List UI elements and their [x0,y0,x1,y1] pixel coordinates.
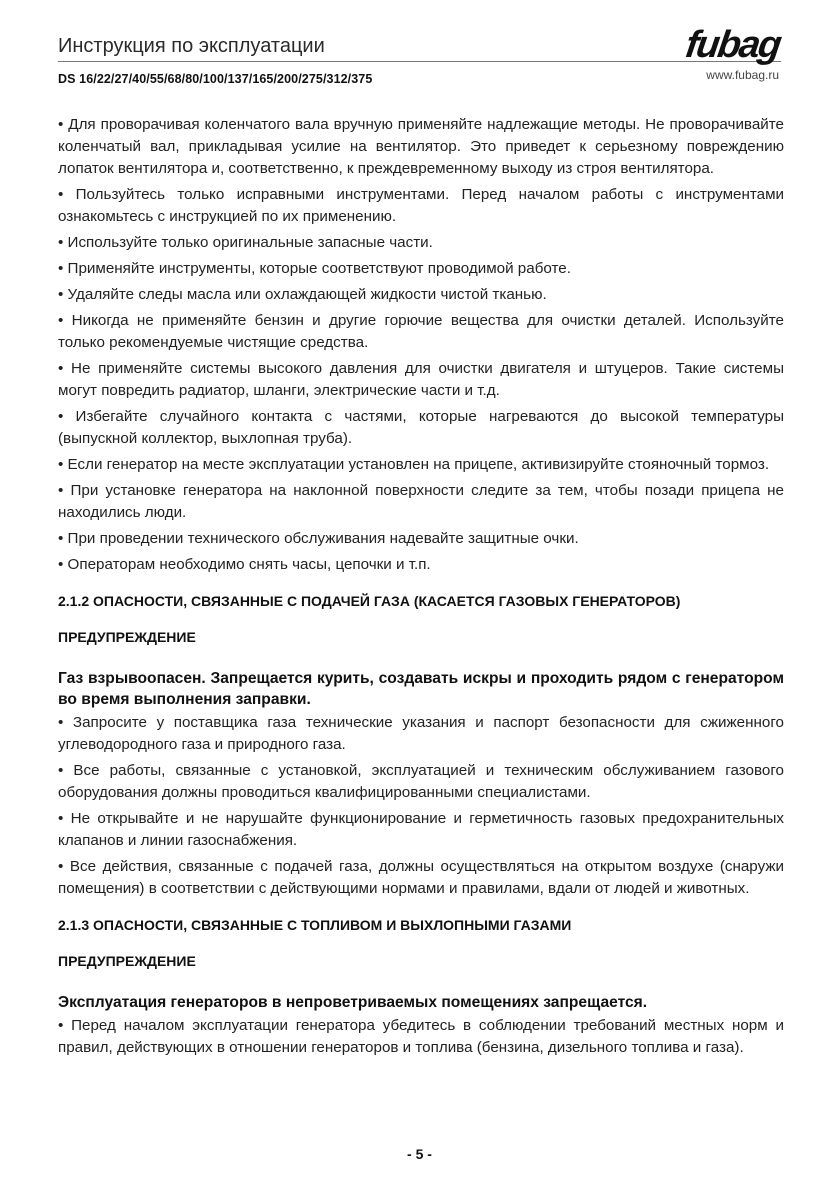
list-item: • Не открывайте и не нарушайте функционирование и герметичность газовых предохранительных клапанов и линии газоснабжения. [58,808,784,852]
list-item: • Операторам необходимо снять часы, цепочки и т.п. [58,554,784,576]
bullet-list-gas [58,712,784,900]
list-item: • При установке генератора на наклонной поверхности следите за тем, чтобы позади прицепа не находились люди. [58,480,784,524]
section-heading-gas: 2.1.2 ОПАСНОСТИ, СВЯЗАННЫЕ С ПОДАЧЕЙ ГАЗА (КАСАЕТСЯ ГАЗОВЫХ ГЕНЕРАТОРОВ) [58,593,681,609]
website-url: www.fubag.ru [706,68,779,82]
header-rule [58,61,781,62]
warning-label: ПРЕДУПРЕЖДЕНИЕ [58,953,196,969]
list-item: • Удаляйте следы масла или охлаждающей жидкости чистой тканью. [58,284,784,306]
list-item: • Не применяйте системы высокого давления для очистки двигателя и штуцеров. Такие системы могут повредить радиатор, шланги, электрические части и т.д. [58,358,784,402]
bullet-list-maintenance [58,114,784,576]
list-item: • Перед началом эксплуатации генератора убедитесь в соблюдении требований местных норм и правил, действующих в отношении генераторов и топлива (бензина, дизельного топлива и газа). [58,1015,784,1059]
list-item: • Запросите у поставщика газа технические указания и паспорт безопасности для сжиженного углеводородного газа и природного газа. [58,712,784,756]
list-item: • Все действия, связанные с подачей газа, должны осуществляться на открытом воздухе (снаружи помещения) в соответствии с действующими нормами и правилами, вдали от людей и животных. [58,856,784,900]
list-item: • Используйте только оригинальные запасные части. [58,232,784,254]
brand-logo: fubag [682,24,783,66]
warning-text: Газ взрывоопасен. Запрещается курить, создавать искры и проходить рядом с генератором во время выполнения заправки. [58,670,784,708]
list-item: • Пользуйтесь только исправными инструментами. Перед началом работы с инструментами ознакомьтесь с инструкцией по их применению. [58,184,784,228]
page-number: - 5 - [407,1146,432,1162]
list-item: • Все работы, связанные с установкой, эксплуатацией и техническим обслуживанием газового оборудования должны проводиться квалифицированными специалистами. [58,760,784,804]
list-item: • Никогда не применяйте бензин и другие горючие вещества для очистки деталей. Используйте только рекомендуемые чистящие средства. [58,310,784,354]
page-content [58,114,784,1063]
warning-text: Эксплуатация генераторов в непроветриваемых помещениях запрещается. [58,994,648,1011]
list-item: • При проведении технического обслуживания надевайте защитные очки. [58,528,784,550]
list-item: • Для проворачивая коленчатого вала вручную применяйте надлежащие методы. Не проворачивайте коленчатый вал, прикладывая усилие на вентилятор. Это приведет к серьезному повреждению лопаток вентилятора и, соответственно, к преждевременному выходу из строя вентилятора. [58,114,784,180]
list-item: • Избегайте случайного контакта с частями, которые нагреваются до высокой температуры (выпускной коллектор, выхлопная труба). [58,406,784,450]
document-title: Инструкция по эксплуатации [58,35,325,57]
model-list: DS 16/22/27/40/55/68/80/100/137/165/200/275/312/375 [58,72,373,86]
section-heading-fuel: 2.1.3 ОПАСНОСТИ, СВЯЗАННЫЕ С ТОПЛИВОМ И ВЫХЛОПНЫМИ ГАЗАМИ [58,917,572,933]
warning-label: ПРЕДУПРЕЖДЕНИЕ [58,629,196,645]
page-header [58,24,783,90]
list-item: • Если генератор на месте эксплуатации установлен на прицепе, активизируйте стояночный тормоз. [58,454,784,476]
bullet-list-fuel [58,1015,784,1059]
list-item: • Применяйте инструменты, которые соответствуют проводимой работе. [58,258,784,280]
